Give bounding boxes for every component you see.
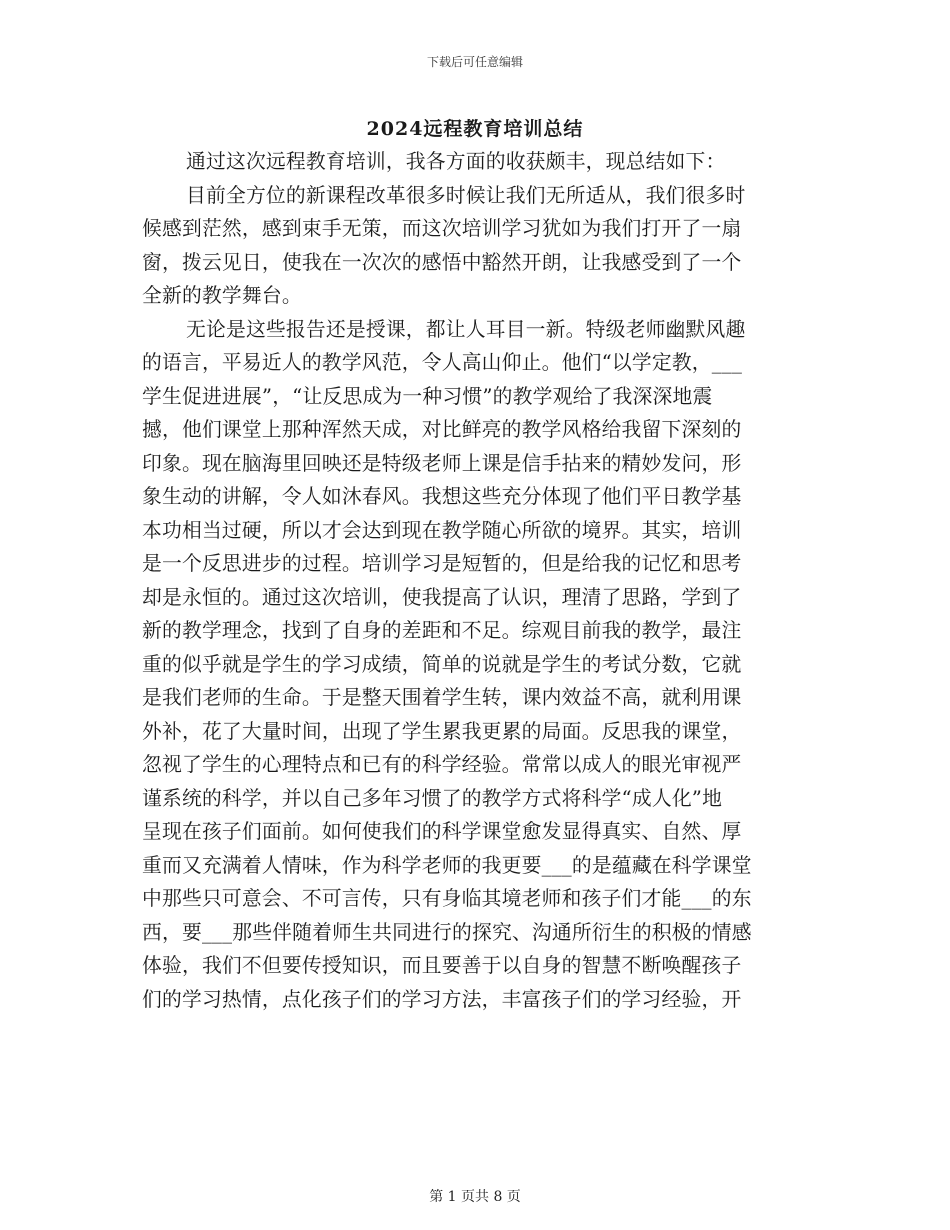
document-title: 2024远程教育培训总结 xyxy=(366,118,584,140)
paragraph-line: 却是永恒的。通过这次培训，使我提高了认识，理清了思路，学到了 xyxy=(142,585,742,609)
page-header: 下载后可任意编辑 xyxy=(426,55,523,69)
paragraph-line: 忽视了学生的心理特点和已有的科学经验。常常以成人的眼光审视严 xyxy=(142,753,742,776)
document-body xyxy=(142,145,804,1016)
paragraph-line: 们的学习热情，点化孩子们的学习方法，丰富孩子们的学习经验，开 xyxy=(142,987,742,1011)
paragraph-line: 呈现在孩子们面前。如何使我们的科学课堂愈发显得真实、自然、厚 xyxy=(142,820,742,843)
page-footer: 第 1 页共 8 页 xyxy=(429,1189,521,1205)
paragraph-line: 重的似乎就是学生的学习成绩，简单的说就是学生的考试分数，它就 xyxy=(142,652,742,676)
paragraph-line: 西，要___那些伴随着师生共同进行的探究、沟通所衍生的积极的情感 xyxy=(142,920,752,944)
paragraph-line: 学生促进进展”，“让反思成为一种习惯”的教学观给了我深深地震 xyxy=(142,384,713,408)
paragraph-line: 是我们老师的生命。于是整天围着学生转，课内效益不高，就利用课 xyxy=(142,686,742,709)
paragraph-line: 全新的教学舞台。 xyxy=(142,284,302,307)
paragraph-line: 候感到茫然，感到束手无策，而这次培训学习犹如为我们打开了一扇 xyxy=(142,217,742,240)
paragraph-line: 外补，花了大量时间，出现了学生累我更累的局面。反思我的课堂， xyxy=(142,719,742,743)
paragraph-line: 中那些只可意会、不可言传，只有身临其境老师和孩子们才能___的东 xyxy=(142,887,752,910)
paragraph-line: 通过这次远程教育培训，我各方面的收获颇丰，现总结如下： xyxy=(186,150,726,173)
paragraph-line: 窗，拨云见日，使我在一次次的感悟中豁然开朗，让我感受到了一个 xyxy=(142,250,742,274)
paragraph-line: 本功相当过硬，所以才会达到现在教学随心所欲的境界。其实，培训 xyxy=(142,518,742,542)
paragraph-line: 体验，我们不但要传授知识，而且要善于以自身的智慧不断唤醒孩子 xyxy=(142,954,742,977)
paragraph-line: 的语言，平易近人的教学风范，令人高山仰止。他们“以学定教，___ xyxy=(142,351,743,374)
paragraph-line: 无论是这些报告还是授课，都让人耳目一新。特级老师幽默风趣 xyxy=(186,317,746,341)
paragraph-line: 谨系统的科学，并以自己多年习惯了的教学方式将科学“成人化”地 xyxy=(142,786,723,810)
paragraph-line: 目前全方位的新课程改革很多时候让我们无所适从，我们很多时 xyxy=(186,183,746,207)
paragraph-line: 象生动的讲解，令人如沐春风。我想这些充分体现了他们平日教学基 xyxy=(142,485,742,508)
paragraph-line: 撼，他们课堂上那种浑然天成，对比鲜亮的教学风格给我留下深刻的 xyxy=(142,418,742,441)
paragraph-line: 是一个反思进步的过程。培训学习是短暂的，但是给我的记忆和思考 xyxy=(142,552,742,575)
paragraph-line: 新的教学理念，找到了自身的差距和不足。综观目前我的教学，最注 xyxy=(142,619,742,642)
paragraph-line: 印象。现在脑海里回映还是特级老师上课是信手拈来的精妙发问，形 xyxy=(142,451,742,475)
paragraph-line: 重而又充满着人情味，作为科学老师的我更要___的是蕴藏在科学课堂 xyxy=(142,853,752,877)
